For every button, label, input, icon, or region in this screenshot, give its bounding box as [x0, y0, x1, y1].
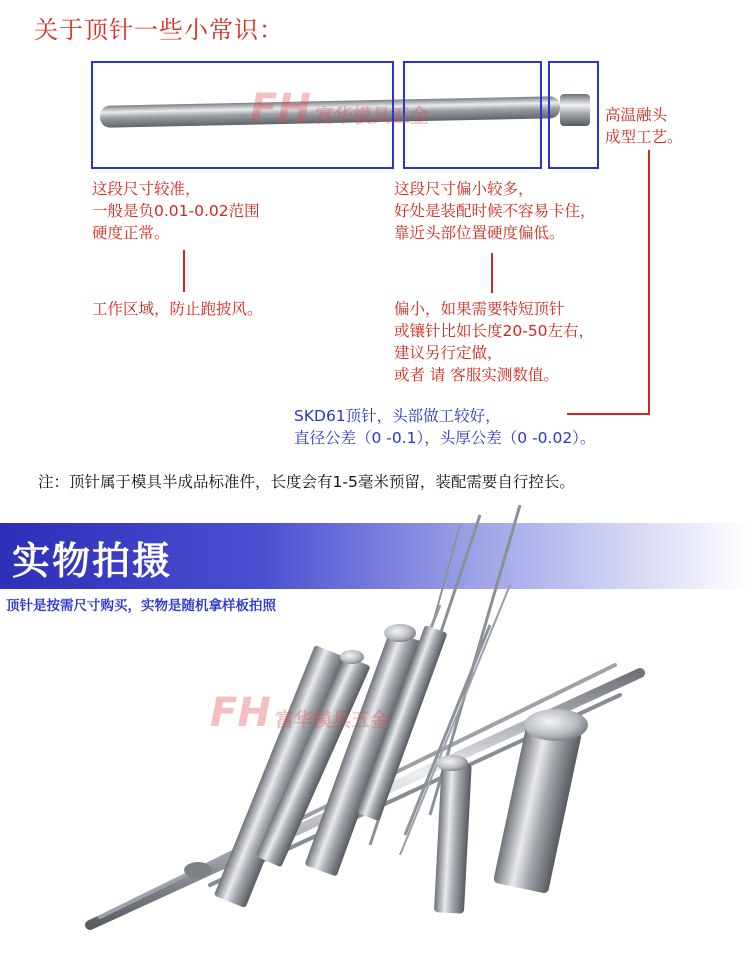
banner-subtitle: 顶针是按需尺寸购买，实物是随机拿样板拍照 — [6, 598, 276, 614]
pin-thick-head-2 — [340, 650, 364, 664]
watermark-top: FH 富华模具五金 — [250, 86, 429, 132]
watermark-bottom: FH 富华模具五金 — [210, 690, 389, 736]
note-body-function: 工作区域，防止跑披风。 — [92, 300, 263, 318]
connector-body — [183, 250, 185, 292]
pin-thick-foot-1 — [184, 862, 212, 878]
pin-thick-head-1 — [384, 624, 416, 642]
head-section-box — [548, 61, 599, 169]
pin-standing-large-top — [524, 709, 588, 741]
pin-standing-small-top — [436, 755, 468, 771]
note-neck-section: 这段尺寸偏小较多， 好处是装配时候不容易卡住， 靠近头部位置硬度偏低。 — [394, 180, 596, 242]
page-title: 关于顶针一些小常识： — [34, 16, 284, 44]
note-head-process: 高温融头 成型工艺。 — [605, 106, 683, 146]
note-neck-custom: 偏小，如果需要特短顶针 或镶针比如长度20-50左右， 建议另行定做， 或者 请 客服实测数值。 — [394, 300, 595, 384]
note-body-section: 这段尺寸较准， 一般是负0.01-0.02范围 硬度正常。 — [92, 180, 260, 242]
connector-head-vertical — [648, 150, 650, 414]
note-skd61: SKD61顶针，头部做工较好， 直径公差（0 -0.1），头厚公差（0 -0.02）。 — [294, 407, 596, 447]
connector-neck — [491, 253, 493, 293]
footnote: 注：顶针属于模具半成品标准件，长度会有1-5毫米预留，装配需要自行控长。 — [38, 473, 575, 491]
banner-title: 实物拍摄 — [12, 539, 173, 583]
